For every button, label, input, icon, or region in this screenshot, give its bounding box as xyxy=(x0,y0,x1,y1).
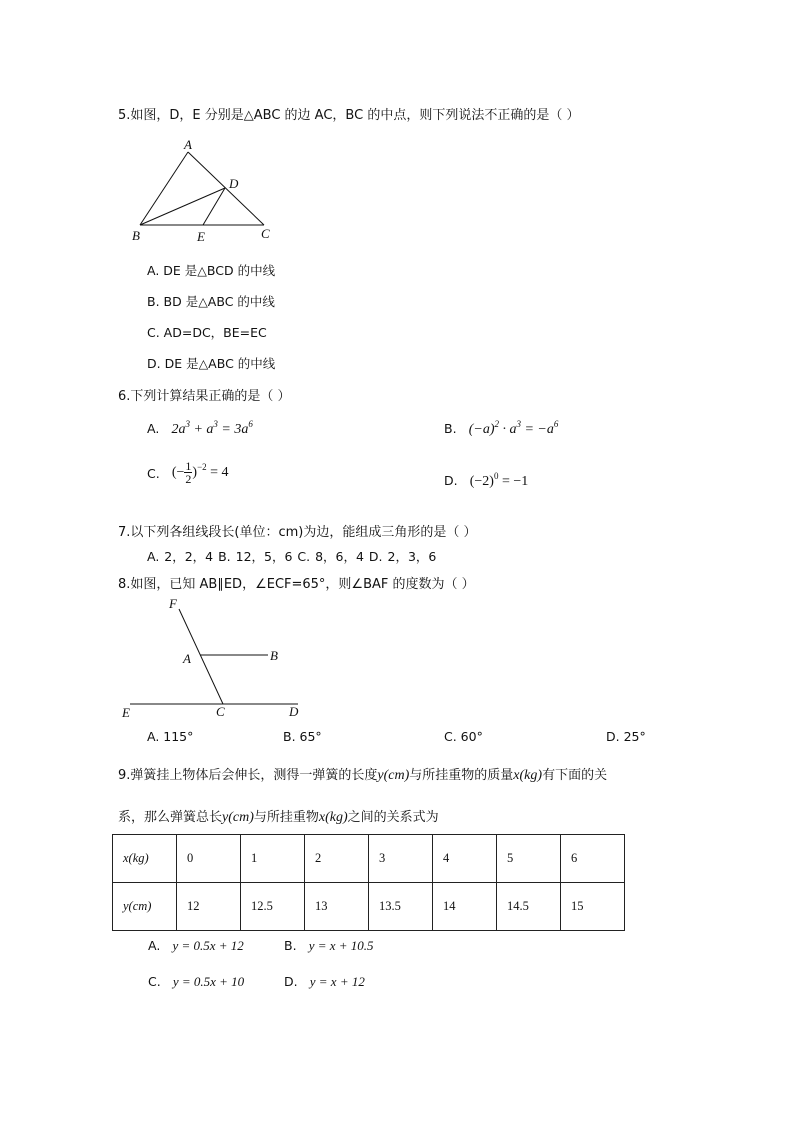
q9-option-b: B. y = x + 10.5 xyxy=(284,938,374,953)
q8-label-a: A xyxy=(183,651,191,666)
table-cell: 12 xyxy=(177,883,241,931)
table-row xyxy=(113,835,625,883)
q5-label-c: C xyxy=(261,226,270,241)
q6-option-c: C. (− $\frac{1}{2}$ )$^{-2}$ = 4 xyxy=(147,459,229,486)
table-cell: 14 xyxy=(433,883,497,931)
q9-option-c: C. y = 0.5x + 10 xyxy=(148,974,245,989)
table-cell: 12.5 xyxy=(241,883,305,931)
table-cell: 1 xyxy=(241,835,305,883)
table-row xyxy=(113,883,625,931)
q8-label-b: B xyxy=(270,648,278,663)
q5-option-a: A. DE 是△BCD 的中线 xyxy=(147,263,276,278)
table-cell: 5 xyxy=(497,835,561,883)
table-header-cell: x(kg) xyxy=(113,835,177,883)
q7-stem: 7.以下列各组线段长(单位：cm)为边，能组成三角形的是（ ） xyxy=(118,525,477,540)
table-cell: 4 xyxy=(433,835,497,883)
q6-option-a: A. $2a^3 + a^3 = 3a^6$ xyxy=(147,419,253,437)
q9-data-table xyxy=(112,834,625,931)
table-cell: 15 xyxy=(561,883,625,931)
q5-stem: 5.如图，D，E 分别是△ABC 的边 AC，BC 的中点，则下列说法不正确的是（ ） xyxy=(118,108,580,123)
q9-option-a: A. y = 0.5x + 12 xyxy=(148,938,244,953)
q9-option-d: D. y = x + 12 xyxy=(284,974,365,989)
q8-option-d: D. 25° xyxy=(606,729,646,744)
q5-label-a: A xyxy=(184,137,192,152)
q5-label-e: E xyxy=(197,229,205,244)
q9-stem-line2: 系，那么弹簧总长y(cm)与所挂重物x(kg)之间的关系式为 xyxy=(118,810,439,825)
q8-option-a: A. 115° xyxy=(147,729,194,744)
table-cell: 13 xyxy=(305,883,369,931)
q8-option-b: B. 65° xyxy=(283,729,322,744)
table-header-cell: y(cm) xyxy=(113,883,177,931)
q8-label-e: E xyxy=(122,705,130,720)
table-cell: 6 xyxy=(561,835,625,883)
q7-options: A. 2，2，4 B. 12，5，6 C. 8，6，4 D. 2，3，6 xyxy=(147,549,437,564)
table-cell: 14.5 xyxy=(497,883,561,931)
q5-option-c: C. AD=DC，BE=EC xyxy=(147,325,267,340)
q8-label-c: C xyxy=(216,704,225,719)
table-cell: 0 xyxy=(177,835,241,883)
q8-label-f: F xyxy=(169,596,177,611)
table-cell: 2 xyxy=(305,835,369,883)
q6-option-b: B. $(-a)^2 \cdot a^3 = -a^6$ xyxy=(444,419,559,437)
q5-option-d: D. DE 是△ABC 的中线 xyxy=(147,356,276,371)
q9-stem-line1: 9.弹簧挂上物体后会伸长，测得一弹簧的长度y(cm)与所挂重物的质量x(kg)有下面的关 xyxy=(118,768,608,783)
q6-option-d: D. $(-2)^0 = -1$ xyxy=(444,471,529,489)
q8-parallel-lines-figure xyxy=(118,594,308,720)
table-cell: 13.5 xyxy=(369,883,433,931)
table-cell: 3 xyxy=(369,835,433,883)
q8-label-d: D xyxy=(289,704,299,719)
q8-option-c: C. 60° xyxy=(444,729,483,744)
q5-label-d: D xyxy=(229,176,239,191)
q5-label-b: B xyxy=(132,228,140,243)
q6-stem: 6.下列计算结果正确的是（ ） xyxy=(118,389,291,404)
q5-option-b: B. BD 是△ABC 的中线 xyxy=(147,294,275,309)
q8-stem: 8.如图，已知 AB∥ED，∠ECF=65°，则∠BAF 的度数为（ ） xyxy=(118,577,475,592)
q5-triangle-figure xyxy=(128,136,288,246)
